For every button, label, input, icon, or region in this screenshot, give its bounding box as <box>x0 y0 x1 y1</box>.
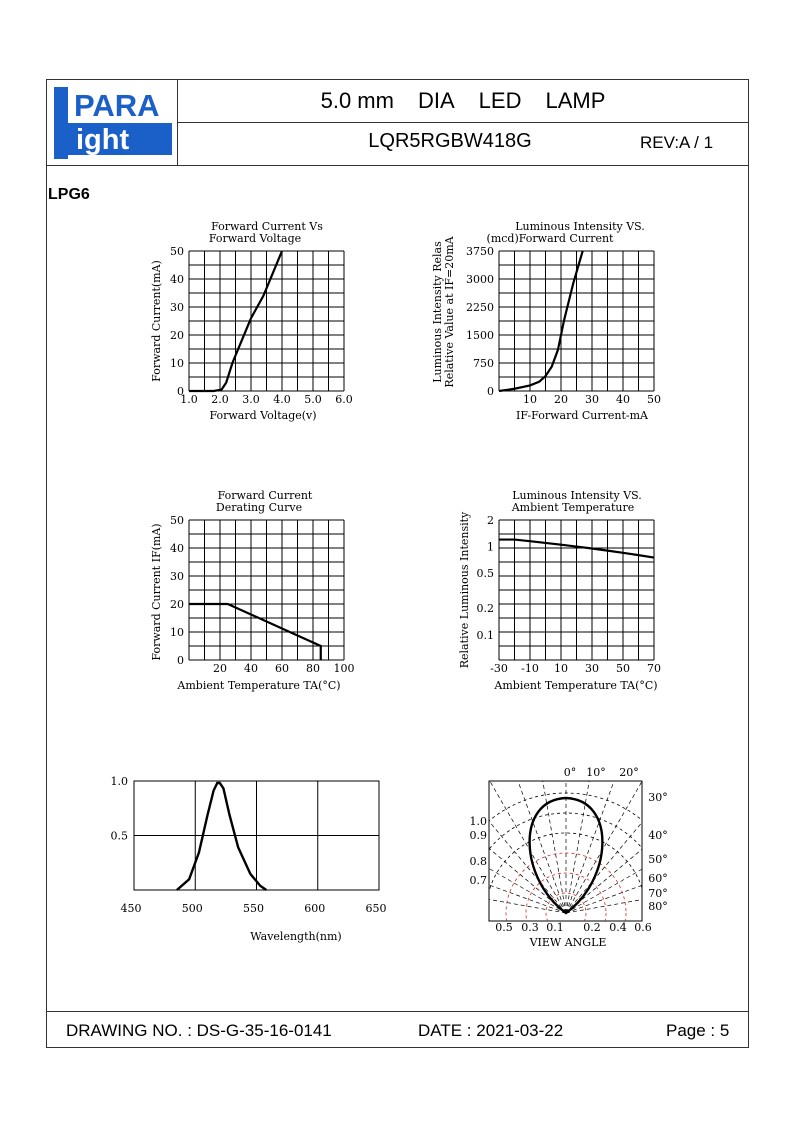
polar-radial-label: 0.7 <box>469 874 487 887</box>
chart2-x-tick: 50 <box>647 393 661 406</box>
polar-angle-label: 40° <box>648 829 668 842</box>
polar-angle-label: 30° <box>648 791 668 804</box>
polar-angle-label: 20° <box>619 766 639 779</box>
chart3-title-line2: Derating Curve <box>215 501 303 514</box>
chart3-x-tick: 60 <box>275 662 289 675</box>
chart4-y-tick: 0.2 <box>476 602 494 616</box>
chart4-x-tick: 50 <box>616 662 630 675</box>
chart1-xlabel: Forward Voltage(v) <box>209 409 317 422</box>
section-label: LPG6 <box>48 186 90 203</box>
polar-spoke <box>498 725 566 913</box>
polar-angle-label: 50° <box>648 853 668 866</box>
chart1-x-tick: 3.0 <box>242 393 260 406</box>
chart3-y-tick: 50 <box>170 514 184 527</box>
part-number: LQR5RGBW418G <box>368 130 532 152</box>
chart4-x-tick: -30 <box>490 662 508 675</box>
chart3-y-tick: 20 <box>170 598 184 611</box>
product-size: 5.0 mm <box>320 88 394 113</box>
chart1-x-tick: 5.0 <box>304 393 322 406</box>
chart2-y-tick: 1500 <box>466 329 494 342</box>
logo-top-text: PARA <box>74 88 160 123</box>
chart2-y-tick: 0 <box>487 385 494 398</box>
chart5-y-tick: 1.0 <box>110 775 128 788</box>
polar-spoke <box>563 725 634 913</box>
chart1-x-tick: 4.0 <box>273 393 291 406</box>
chart2-xlabel: IF-Forward Current-mA <box>515 409 649 422</box>
chart3-y-tick: 40 <box>170 542 184 555</box>
chart3-y-tick: 0 <box>177 654 184 667</box>
chart1-y-tick: 0 <box>177 385 184 398</box>
chart4-x-tick: 30 <box>585 662 599 675</box>
chart3-xlabel: Ambient Temperature TA(°C) <box>177 679 341 692</box>
revision: REV:A / 1 <box>640 133 714 152</box>
chart1-y-tick: 30 <box>170 301 184 314</box>
chart1-ylabel: Forward Current(mA) <box>150 260 163 382</box>
chart3-ylabel: Forward Current IF(mA) <box>150 523 163 661</box>
polar-radial-label: 0.9 <box>469 829 487 842</box>
product-led: LED <box>478 88 522 113</box>
chart4-x-tick: -10 <box>521 662 539 675</box>
chart2-ylabel-line1: Luminous Intensity Relas <box>431 241 444 383</box>
chart2-x-tick: 30 <box>585 393 599 406</box>
chart2-x-tick: 20 <box>554 393 568 406</box>
chart3-x-tick: 80 <box>306 662 320 675</box>
chart2-title-line2: (mcd)Forward Current <box>486 232 614 245</box>
chart2-x-tick: 10 <box>523 393 537 406</box>
polar-angle-label: 10° <box>586 766 606 779</box>
product-lamp: LAMP <box>545 88 606 113</box>
polar-bottom-label: 0.6 <box>634 921 652 934</box>
polar-angle-label: 0° <box>563 766 577 779</box>
drawing-number: DRAWING NO. : DS-G-35-16-0141 <box>66 1021 332 1040</box>
chart5-x-tick: 500 <box>181 902 203 915</box>
chart5-x-tick: 650 <box>365 902 387 915</box>
chart2-y-tick: 3750 <box>466 245 494 258</box>
chart5-x-tick: 450 <box>120 902 142 915</box>
chart4-y-tick: 0.1 <box>476 628 494 642</box>
polar-bottom-label: 0.4 <box>609 921 627 934</box>
chart4-title-line2: Ambient Temperature <box>511 501 635 514</box>
polar-radial-label: 1.0 <box>469 815 487 828</box>
polar-bottom-label: 0.3 <box>521 921 539 934</box>
drawing-date: DATE : 2021-03-22 <box>418 1021 564 1040</box>
chart1-y-tick: 50 <box>170 245 184 258</box>
chart2-y-tick: 750 <box>473 357 494 370</box>
chart1-x-tick: 6.0 <box>335 393 353 406</box>
chart1-x-tick: 2.0 <box>211 393 229 406</box>
chart4-y-tick: 2 <box>487 514 494 527</box>
chart1-title-line2: Forward Voltage <box>208 232 302 245</box>
page-number: Page : 5 <box>666 1021 730 1040</box>
polar-spoke <box>369 878 566 913</box>
polar-bottom-label: 0.5 <box>495 921 513 934</box>
chart3-x-tick: 20 <box>213 662 227 675</box>
chart3-x-tick: 100 <box>333 662 355 675</box>
chart2-y-tick: 2250 <box>466 301 494 314</box>
chart1-y-tick: 20 <box>170 329 184 342</box>
chart3-title-line1: Forward Current <box>217 489 313 502</box>
chart3-y-tick: 10 <box>170 626 184 639</box>
chart4-ylabel: Relative Luminous Intensity <box>458 511 471 669</box>
polar-bottom-label: 0.2 <box>583 921 601 934</box>
chart5-x-tick: 600 <box>304 902 326 915</box>
chart4-y-tick: 1 <box>487 540 494 554</box>
chart2-title-line1: Luminous Intensity VS. <box>515 220 645 233</box>
chart1-x-tick: 1.0 <box>180 393 198 406</box>
chart5-xlabel: Wavelength(nm) <box>250 930 342 943</box>
chart4-x-tick: 10 <box>554 662 568 675</box>
polar-spoke <box>437 760 566 913</box>
chart4-y-tick: 0.5 <box>476 567 494 581</box>
chart4-title-line1: Luminous Intensity VS. <box>512 489 642 502</box>
chart4-xlabel: Ambient Temperature TA(°C) <box>494 679 658 692</box>
polar-spoke <box>563 760 695 913</box>
chart2-ylabel-line2: Relative Value at IF=20mA <box>443 236 456 388</box>
chart1-y-tick: 10 <box>170 357 184 370</box>
polar-angle-label: 70° <box>648 887 668 900</box>
polar-radial-label: 0.8 <box>469 855 487 868</box>
logo-bottom-text: ight <box>76 124 130 156</box>
chart5-y-tick: 0.5 <box>110 829 128 843</box>
chart6-xlabel: VIEW ANGLE <box>529 936 607 949</box>
chart2-y-tick: 3000 <box>466 273 494 286</box>
chart3-y-tick: 30 <box>170 570 184 583</box>
product-dia: DIA <box>417 88 455 113</box>
chart1-title-line1: Forward Current Vs <box>211 220 323 233</box>
chart5-x-tick: 550 <box>243 902 264 915</box>
chart2-x-tick: 40 <box>616 393 630 406</box>
polar-angle-label: 60° <box>648 872 668 885</box>
chart3-x-tick: 40 <box>244 662 258 675</box>
polar-angle-label: 80° <box>648 900 668 913</box>
chart4-x-tick: 70 <box>647 662 661 675</box>
polar-spoke <box>566 784 719 913</box>
polar-frame <box>489 781 642 921</box>
polar-bottom-label: 0.1 <box>546 921 564 934</box>
chart1-y-tick: 40 <box>170 273 184 286</box>
